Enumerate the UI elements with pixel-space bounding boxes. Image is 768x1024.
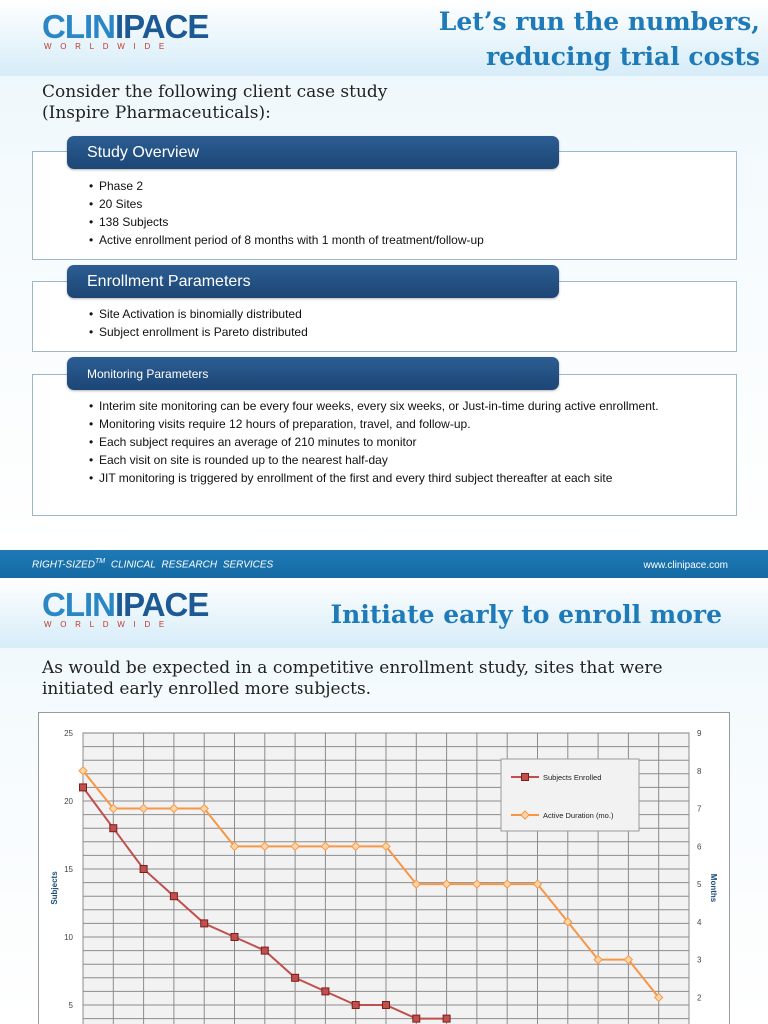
data-point-subjects (140, 866, 147, 873)
intro-line-2: (Inspire Pharmaceuticals): (42, 103, 271, 123)
data-point-subjects (110, 825, 117, 832)
data-point-subjects (383, 1002, 390, 1009)
y2-axis-title: Months (709, 873, 718, 903)
footer-url[interactable]: www.clinipace.com (643, 560, 728, 571)
data-point-subjects (443, 1015, 450, 1022)
y2-tick-label: 7 (697, 804, 702, 814)
y2-tick-label: 5 (697, 880, 702, 890)
list-item: • Phase 2 (87, 177, 707, 195)
y2-tick-label: 9 (697, 729, 702, 738)
y-tick-label: 15 (64, 865, 73, 874)
list-item: • Monitoring visits require 12 hours of preparation, travel, and follow-up. (87, 415, 687, 433)
intro-text (42, 658, 663, 700)
data-point-subjects (292, 974, 299, 981)
y2-tick-label: 3 (697, 955, 702, 965)
footer-bar (0, 550, 768, 578)
chart-svg (39, 713, 729, 1024)
bullet-list (87, 397, 687, 487)
data-point-subjects (170, 893, 177, 900)
y2-tick-label: 6 (697, 842, 702, 852)
enrollment-parameters-heading: Enrollment Parameters (67, 265, 559, 298)
data-point-subjects (352, 1002, 359, 1009)
slide-title: Initiate early to enroll more (330, 600, 722, 629)
legend-marker (522, 774, 529, 781)
clinipace-logo: CLINIPACE WORLDWIDE (42, 8, 209, 51)
y-tick-label: 5 (68, 1001, 73, 1010)
monitoring-parameters-heading: Monitoring Parameters (67, 357, 559, 390)
intro-text (42, 82, 387, 124)
intro-line-2: initiated early enrolled more subjects. (42, 679, 372, 699)
list-item: • Interim site monitoring can be every four weeks, every six weeks, or Just-in-time during active enrollment. (87, 397, 687, 415)
list-item: • Site Activation is binomially distributed (87, 305, 707, 323)
y-tick-label: 10 (64, 933, 73, 942)
enrollment-chart (38, 712, 730, 1024)
data-point-subjects (413, 1015, 420, 1022)
data-point-subjects (201, 920, 208, 927)
bullet-list (87, 177, 707, 249)
title-line-2: reducing trial costs (485, 42, 760, 71)
data-point-subjects (80, 784, 87, 791)
data-point-subjects (261, 947, 268, 954)
bullet-list (87, 305, 707, 341)
list-item: • Subject enrollment is Pareto distributed (87, 323, 707, 341)
slide-initiate-early (0, 550, 768, 1024)
legend-label: Subjects Enrolled (543, 773, 602, 782)
intro-line-1: As would be expected in a competitive enrollment study, sites that were (42, 658, 663, 678)
monitoring-parameters-panel (32, 374, 737, 516)
legend-label: Active Duration (mo.) (543, 811, 614, 820)
y-tick-label: 25 (64, 729, 73, 738)
list-item: • 138 Subjects (87, 213, 707, 231)
intro-line-1: Consider the following client case study (42, 82, 388, 102)
list-item: • JIT monitoring is triggered by enrollment of the first and every third subject thereafter at each site (87, 469, 687, 487)
y2-tick-label: 4 (697, 917, 702, 927)
study-overview-heading: Study Overview (67, 136, 559, 169)
list-item: • Active enrollment period of 8 months with 1 month of treatment/follow-up (87, 231, 707, 249)
y2-tick-label: 2 (697, 993, 702, 1003)
footer-tagline: RIGHT-SIZED™ CLINICAL RESEARCH SERVICES (32, 558, 274, 571)
data-point-subjects (322, 988, 329, 995)
list-item: • Each visit on site is rounded up to the nearest half-day (87, 451, 687, 469)
title-line-1: Let’s run the numbers, (438, 7, 760, 36)
list-item: • 20 Sites (87, 195, 707, 213)
clinipace-logo: CLINIPACE WORLDWIDE (42, 586, 209, 629)
legend-box (501, 759, 639, 831)
list-item: • Each subject requires an average of 210 minutes to monitor (87, 433, 687, 451)
y2-tick-label: 8 (697, 766, 702, 776)
y-axis-title: Subjects (50, 871, 59, 905)
data-point-subjects (231, 934, 238, 941)
slide-title (439, 4, 760, 74)
y-tick-label: 20 (64, 797, 73, 806)
